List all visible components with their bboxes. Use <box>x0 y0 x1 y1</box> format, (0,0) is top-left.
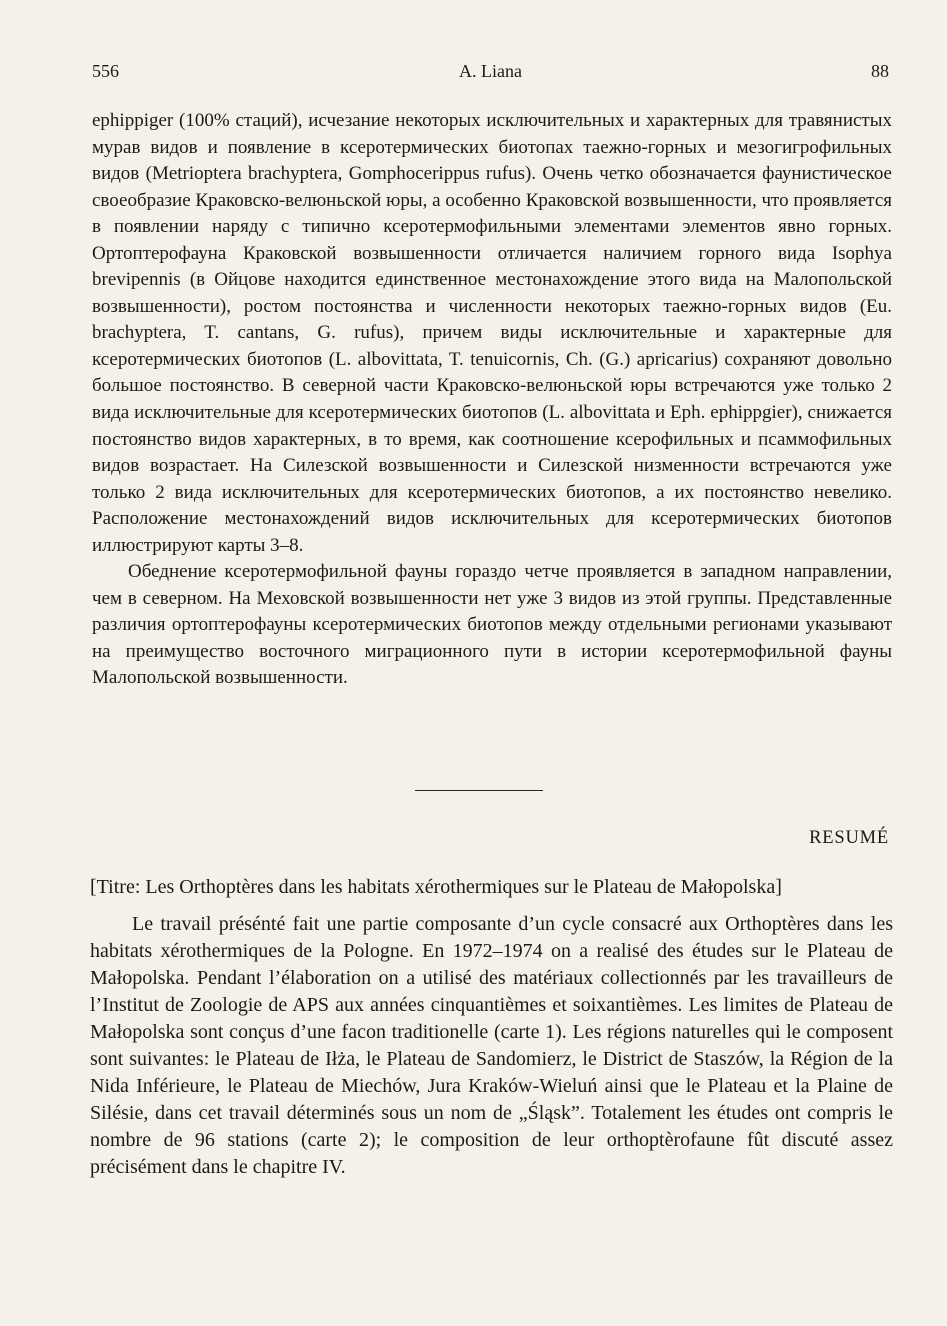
page-number-left: 556 <box>92 61 119 81</box>
page-number-right: 88 <box>871 61 889 81</box>
running-head-author: A. Liana <box>459 61 522 81</box>
french-summary-block <box>90 874 893 1181</box>
resume-heading: RESUMÉ <box>809 828 889 848</box>
running-head <box>92 58 889 84</box>
russian-paragraph-1: ephippiger (100% стаций), исчезание некоторых исключительных и характерных для травянистых мурав видов и появление в ксеротермических биотопах таежно-горных и мезогигрофильных видов (Metrioptera brachyptera, Gomphocerippus rufus). Очень четко обозначается фаунистическое своеобразие Краковско-велюньской юры, а особенно Краковской возвышенности, что проявляется в появлении наряду с типично ксеротермофильными элементами элементов явно горных. Ортоптерофауна Краковской возвышенности отличается наличием горного вида Isophya brevipennis (в Ойцове находится единственное местонахождение этого вида на Малопольской возвышенности), ростом постоянства и численности некоторых таежно-горных видов (Eu. brachyptera, T. cantans, G. rufus), причем виды исключительные и характерные для ксеротермических биотопов (L. albovittata, T. tenuicornis, Ch. (G.) apricarius) сохраняют довольно большое постоянство. В северной части Краковско-велюньской юры встречаются уже только 2 вида исключительные для ксеротермических биотопов (L. albovittata и Eph. ephippgier), снижается постоянство видов характерных, в то время, как соотношение ксерофильных и псаммофильных видов возрастает. На Силезской возвышенности и Силезской низменности встречаются уже только 2 вида исключительных для ксеротермических биотопов, а их постоянство невелико. Расположение местонахождений видов исключительных для ксеротермических биотопов иллюстрируют карты 3–8. <box>92 110 892 556</box>
resume-body-paragraph: Le travail présénté fait une partie composante d’un cycle consacré aux Orthoptères dans les habitats xérothermiques de la Pologne. En 1972–1974 on a realisé des études sur le Plateau de Małopolska. Pendant l’élaboration on a utilisé des matériaux collectionnés par les travailleurs de l’Institut de Zoologie de APS aux années cinquantièmes et soixantièmes. Les limites de Plateau de Małopolska sont conçus d’une facon traditionelle (carte 1). Les régions naturelles qui le composent sont suivantes: le Plateau de Iłża, le Plateau de Sandomierz, le District de Staszów, la Région de la Nida Inférieure, le Plateau de Miechów, Jura Kraków-Wieluń ainsi que le Plateau et la Plaine de Silésie, dans cet travail déterminés sous un nom de „Śląsk”. Totalement les études ont compris le nombre de 96 stations (carte 2); le composition de leur orthoptèrofaune fût discuté assez précisément dans le chapitre IV. <box>90 913 893 1178</box>
section-divider <box>415 790 543 791</box>
russian-paragraph-2: Обеднение ксеротермофильной фауны гораздо четче проявляется в западном направлении, чем в северном. На Меховской возвышенности нет уже 3 видов из этой группы. Представленные различия ортоптерофауны ксеротермических биотопов между отдельными регионами указывают на преимущество восточного миграционного пути в истории ксеротермофильной фауны Малопольской возвышенности. <box>92 561 892 689</box>
resume-title-line: [Titre: Les Orthoptères dans les habitats xérothermiques sur le Plateau de Małopolska] <box>90 876 782 898</box>
russian-text-block <box>92 108 892 692</box>
